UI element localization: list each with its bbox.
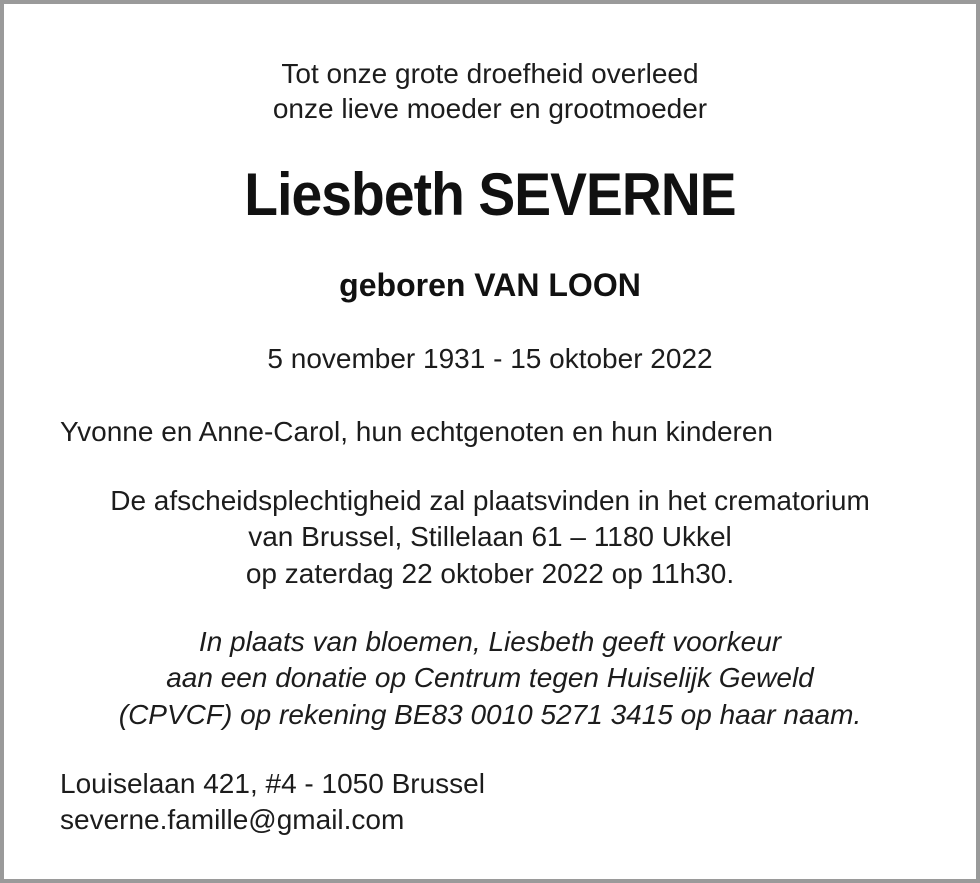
contact-address: Louiselaan 421, #4 - 1050 Brussel [60,768,485,799]
maiden-name: geboren VAN LOON [339,267,641,303]
intro-line-2: onze lieve moeder en grootmoeder [272,93,708,124]
life-dates: 5 november 1931 - 15 oktober 2022 [267,343,713,374]
ceremony-line-1: De afscheidsplechtigheid zal plaatsvinden in het crematorium [110,485,870,516]
ceremony-line-3: op zaterdag 22 oktober 2022 op 11h30. [245,558,735,589]
donation-line-2: aan een donatie op Centrum tegen Huiselijk Geweld [166,662,814,693]
contact-email: severne.famille@gmail.com [60,804,405,835]
family-line: Yvonne en Anne-Carol, hun echtgenoten en hun kinderen [60,416,774,447]
ceremony-line-2: van Brussel, Stillelaan 61 – 1180 Ukkel [248,521,732,552]
deceased-name: Liesbeth SEVERNE [244,161,736,228]
donation-line-3: (CPVCF) op rekening BE83 0010 5271 3415 op haar naam. [118,699,862,730]
donation-line-1: In plaats van bloemen, Liesbeth geeft voorkeur [198,626,782,657]
intro-line-1: Tot onze grote droefheid overleed [281,58,699,89]
